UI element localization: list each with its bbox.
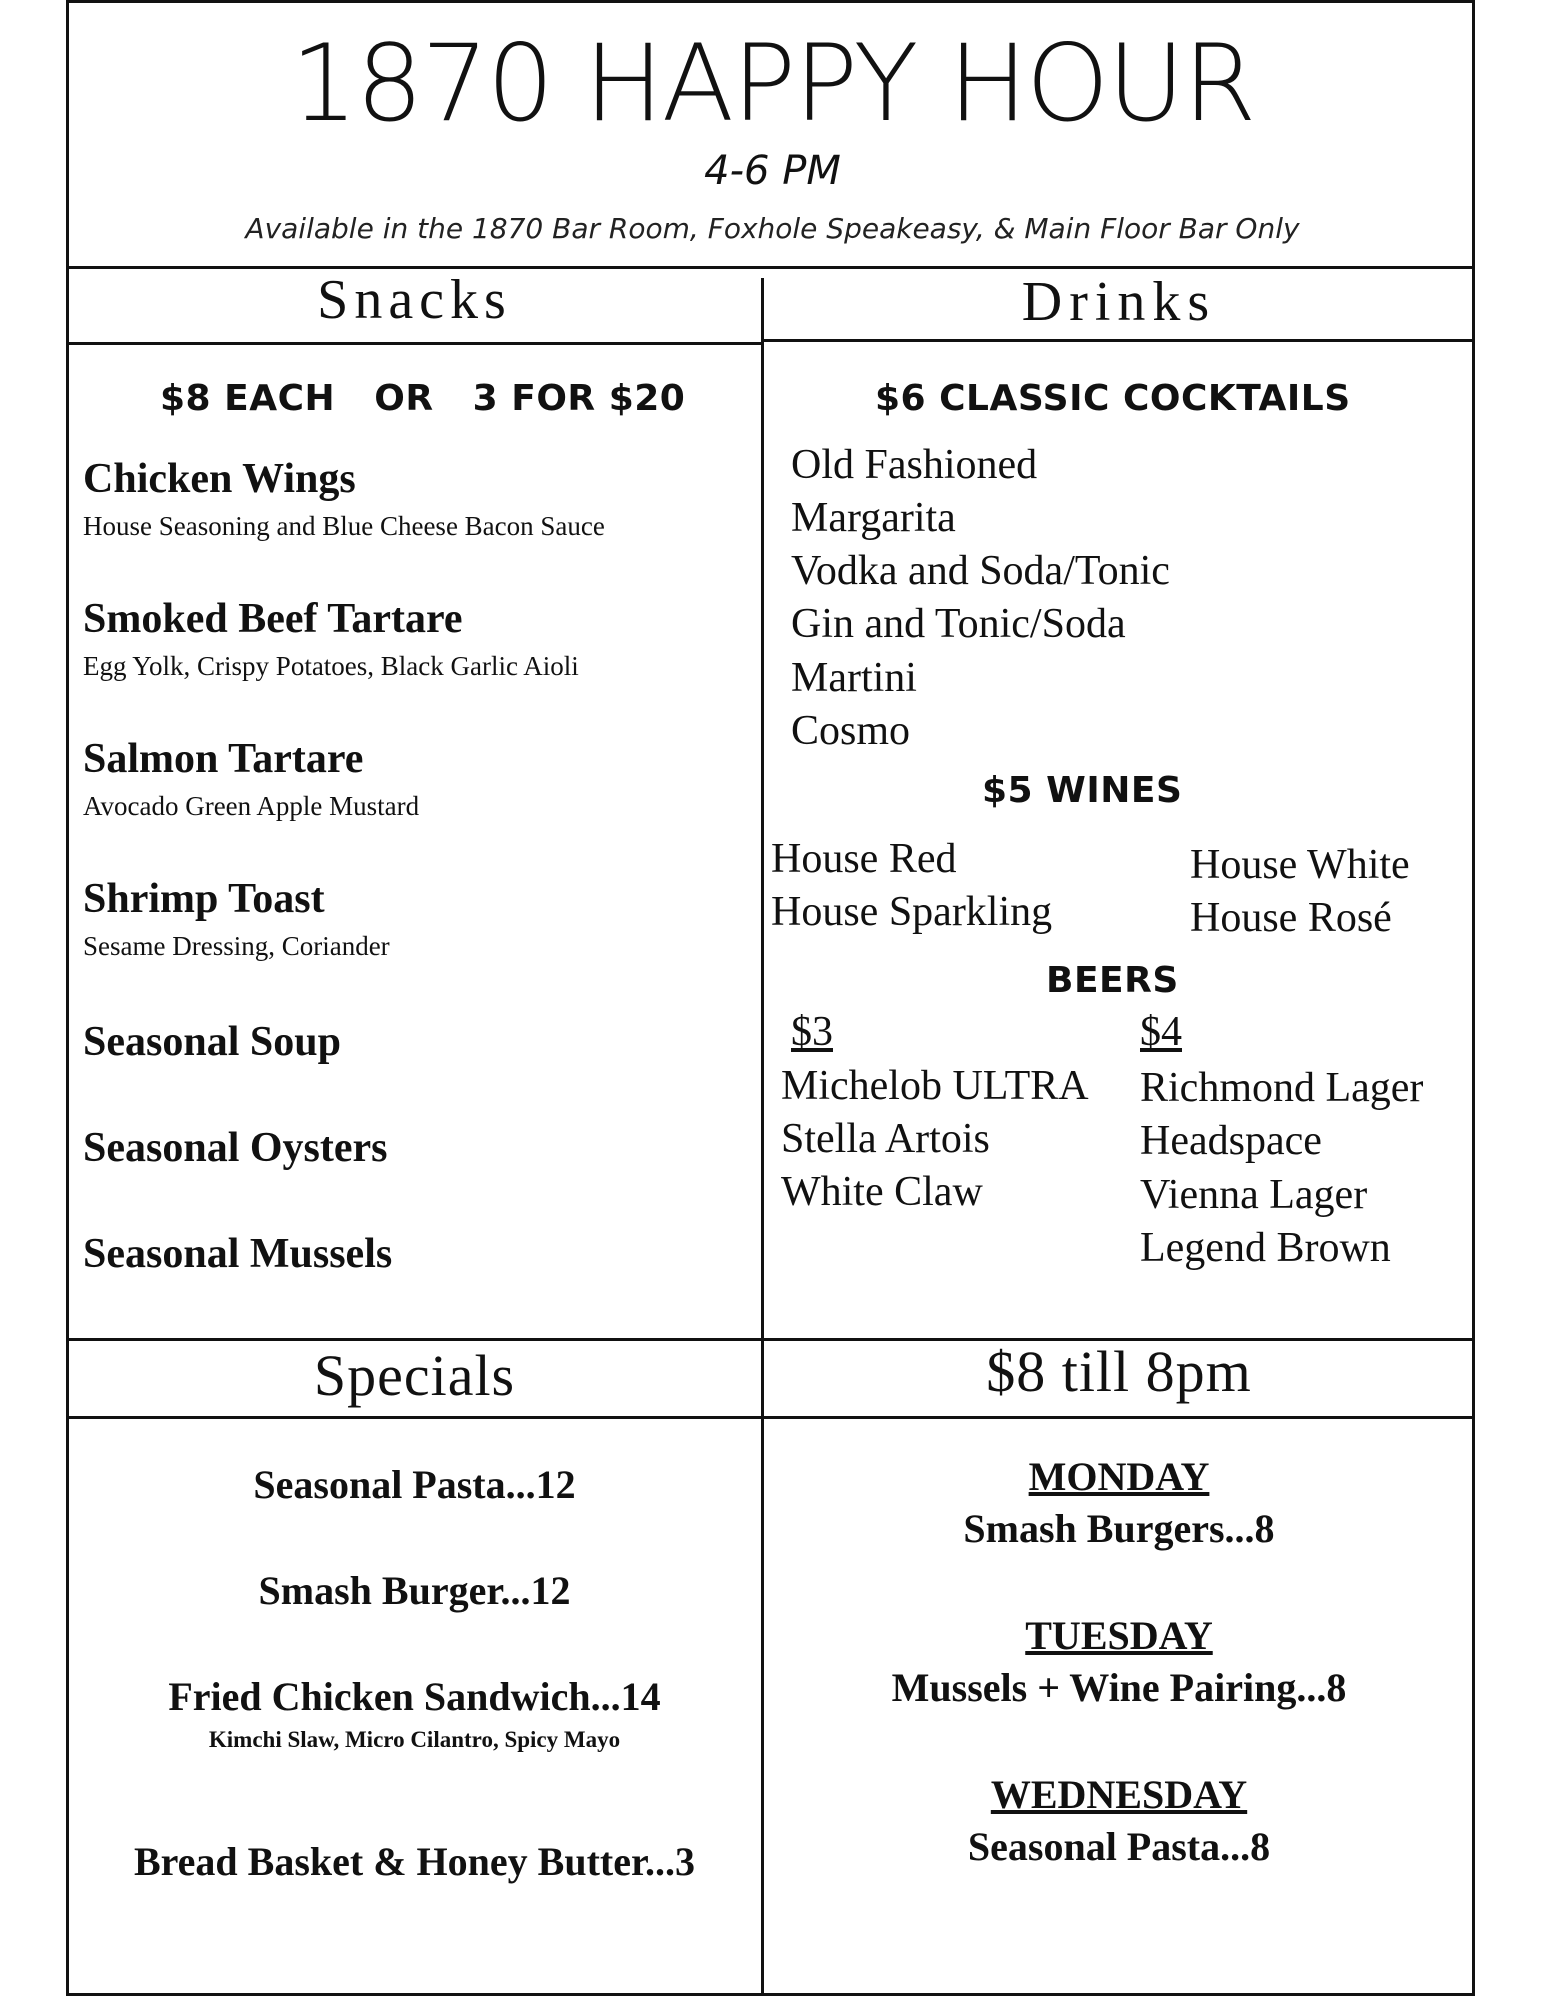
snack-item-name: Salmon Tartare (83, 736, 364, 782)
cocktail-item: Vodka and Soda/Tonic (791, 548, 1170, 594)
day-label: WEDNESDAY (990, 1772, 1248, 1817)
day-special: Seasonal Pasta...8 (967, 1824, 1271, 1869)
cocktails-heading: $6 CLASSIC COCKTAILS (875, 378, 1351, 419)
beer-item: Legend Brown (1140, 1225, 1391, 1271)
cocktail-item: Margarita (791, 495, 956, 541)
snack-item-name: Seasonal Mussels (83, 1231, 393, 1277)
snacks-price-note: $8 EACH OR 3 FOR $20 (160, 378, 686, 419)
day-special: Mussels + Wine Pairing...8 (891, 1665, 1347, 1710)
drinks-heading: Drinks (1021, 271, 1217, 333)
day-label: TUESDAY (1025, 1613, 1213, 1658)
special-item: Smash Burger...12 (258, 1568, 571, 1613)
beer-item: Vienna Lager (1140, 1172, 1368, 1218)
lower-head-divider (66, 1416, 1475, 1419)
availability-note: Available in the 1870 Bar Room, Foxhole Speakeasy, & Main Floor Bar Only (245, 212, 1300, 245)
special-item-desc: Kimchi Slaw, Micro Cilantro, Spicy Mayo (208, 1727, 621, 1752)
beer-item: Richmond Lager (1140, 1065, 1424, 1111)
beer-item: Stella Artois (781, 1116, 990, 1162)
beer-item: Headspace (1140, 1118, 1322, 1164)
beers-heading: BEERS (1046, 960, 1179, 1001)
snack-item-name: Seasonal Oysters (83, 1125, 388, 1171)
special-item: Seasonal Pasta...12 (253, 1462, 576, 1507)
happy-hour-time: 4-6 PM (704, 148, 841, 194)
snack-item-desc: Avocado Green Apple Mustard (83, 791, 420, 821)
beer-price-4: $4 (1140, 1009, 1182, 1055)
beer-price-3: $3 (791, 1009, 833, 1055)
snack-item-desc: Sesame Dressing, Coriander (83, 931, 390, 961)
section-head-divider-left (66, 342, 763, 345)
snacks-heading: Snacks (317, 269, 512, 331)
beer-item: Michelob ULTRA (781, 1063, 1089, 1109)
wine-item: House Sparkling (771, 889, 1053, 935)
special-item: Fried Chicken Sandwich...14 (168, 1674, 661, 1719)
special-item: Bread Basket & Honey Butter...3 (133, 1839, 696, 1884)
daily-heading: $8 till 8pm (986, 1339, 1252, 1404)
cocktail-item: Gin and Tonic/Soda (791, 601, 1126, 647)
snack-item-desc: House Seasoning and Blue Cheese Bacon Sauce (83, 511, 605, 541)
snack-item-name: Chicken Wings (83, 456, 356, 502)
snack-item-name: Shrimp Toast (83, 876, 325, 922)
cocktail-item: Cosmo (791, 708, 911, 754)
specials-heading: Specials (313, 1343, 516, 1408)
day-special: Smash Burgers...8 (963, 1506, 1275, 1551)
day-label: MONDAY (1028, 1454, 1210, 1499)
wines-heading: $5 WINES (982, 770, 1183, 811)
section-head-divider-right (763, 339, 1475, 342)
wine-item: House Rosé (1190, 895, 1392, 941)
snack-item-name: Seasonal Soup (83, 1019, 341, 1065)
beer-item: White Claw (781, 1169, 983, 1215)
cocktail-item: Martini (791, 655, 917, 701)
snack-item-desc: Egg Yolk, Crispy Potatoes, Black Garlic Aioli (83, 651, 579, 681)
wine-item: House Red (771, 836, 957, 882)
cocktail-item: Old Fashioned (791, 442, 1038, 488)
snack-item-name: Smoked Beef Tartare (83, 596, 463, 642)
menu-title: 1870 HAPPY HOUR (290, 22, 1255, 145)
wine-item: House White (1190, 842, 1410, 888)
